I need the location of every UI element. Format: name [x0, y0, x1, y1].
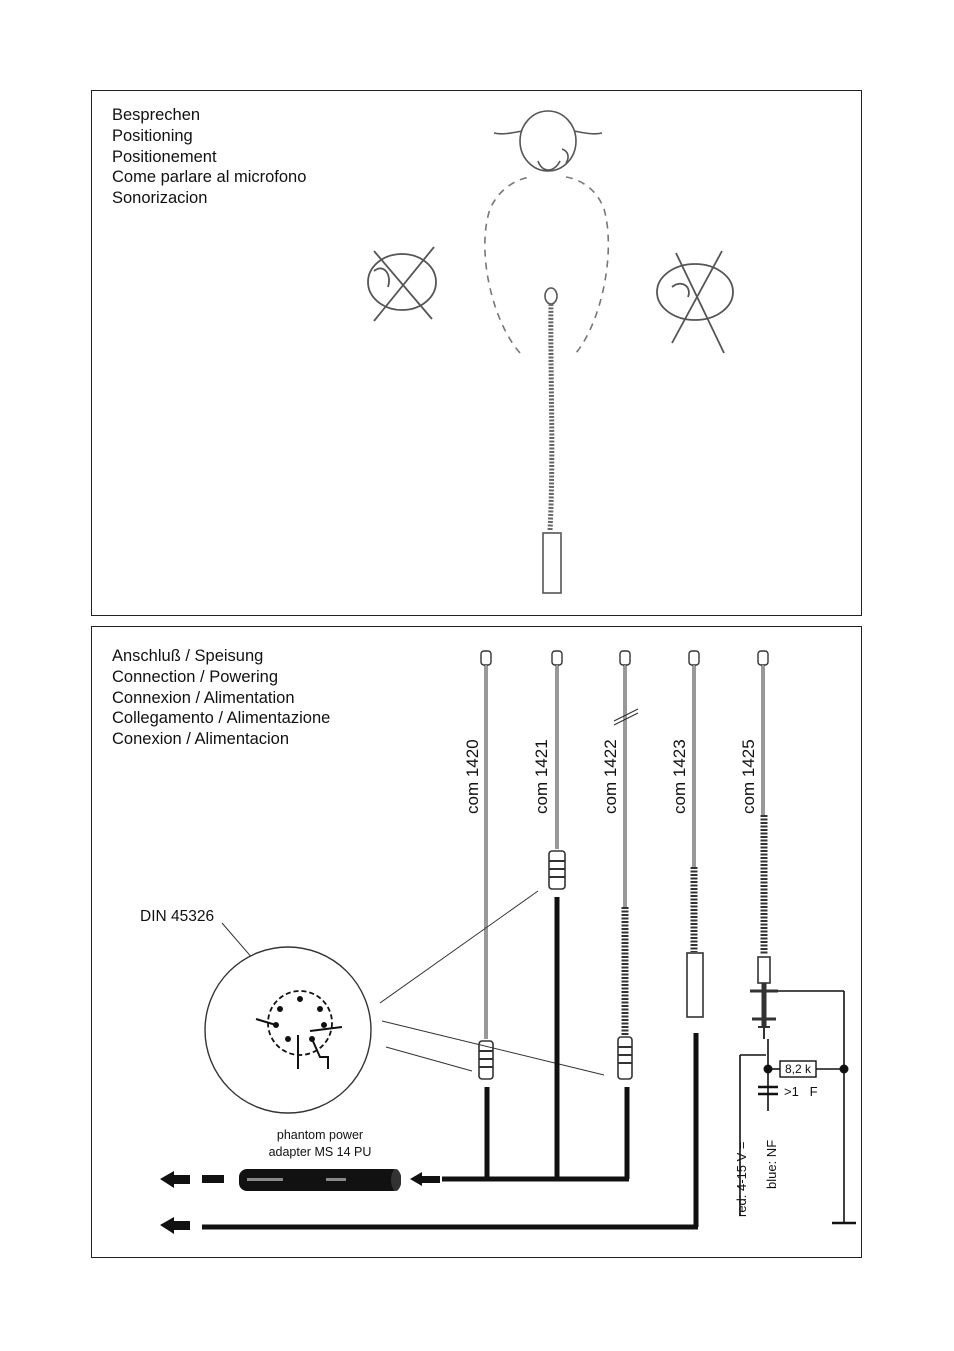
din-label: DIN 45326 — [140, 908, 215, 925]
mic-com1422 — [614, 651, 638, 1079]
heading-it: Collegamento / Alimentazione — [112, 709, 331, 728]
adapter-label-line2: adapter MS 14 PU — [268, 1145, 372, 1159]
model-label-com1425: com 1425 — [739, 739, 758, 814]
arrow-out-top-icon — [160, 1171, 224, 1188]
connection-diagram — [92, 627, 863, 1259]
heading-de: Anschluß / Speisung — [112, 647, 264, 665]
heading-it: Come parlare al microfono — [112, 168, 307, 187]
arrow-out-bottom-icon — [160, 1217, 190, 1234]
pickup-pattern-line — [485, 177, 609, 353]
model-label-com1423: com 1423 — [670, 739, 689, 814]
phantom-adapter-icon — [239, 1169, 401, 1191]
heading-es: Sonorizacion — [112, 189, 208, 208]
mic-com1423 — [687, 651, 703, 1017]
heading-en: Positioning — [112, 126, 193, 145]
arrow-to-adapter-icon — [410, 1172, 440, 1186]
heading-fr: Connexion / Alimentation — [112, 688, 295, 707]
positioning-illustration — [92, 91, 863, 617]
heading-fr: Positionement — [112, 147, 217, 166]
mic-com1425 — [750, 651, 778, 1039]
positioning-panel — [91, 90, 862, 616]
circuit-node-right — [840, 1065, 849, 1074]
blue-wire-label: blue: NF — [764, 1139, 779, 1189]
circuit-wiring — [740, 991, 856, 1223]
din-leader-lines — [380, 891, 604, 1075]
correct-head-icon — [494, 111, 602, 171]
model-label-com1420: com 1420 — [463, 739, 482, 814]
wrong-head-right-icon — [657, 251, 733, 353]
red-wire-label: red: 4-15 V = — [734, 1141, 749, 1217]
mic-com1420 — [479, 651, 493, 1079]
resistor-label: 8,2 k — [784, 1062, 812, 1076]
circuit-node-left — [764, 1065, 773, 1074]
model-label-com1422: com 1422 — [601, 739, 620, 814]
mic-com1421 — [549, 651, 565, 889]
heading-de: Besprechen — [112, 106, 201, 124]
adapter-label-line1: phantom power — [276, 1128, 364, 1142]
heading-en: Connection / Powering — [112, 667, 279, 686]
wrong-head-left-icon — [368, 247, 436, 321]
gooseneck-microphone-icon — [543, 288, 561, 593]
connection-panel — [91, 626, 862, 1258]
din-socket-detail — [205, 947, 371, 1113]
model-label-com1421: com 1421 — [532, 739, 551, 814]
capacitor-label: >1 F — [784, 1084, 818, 1099]
heading-es: Conexion / Alimentacion — [112, 730, 290, 749]
